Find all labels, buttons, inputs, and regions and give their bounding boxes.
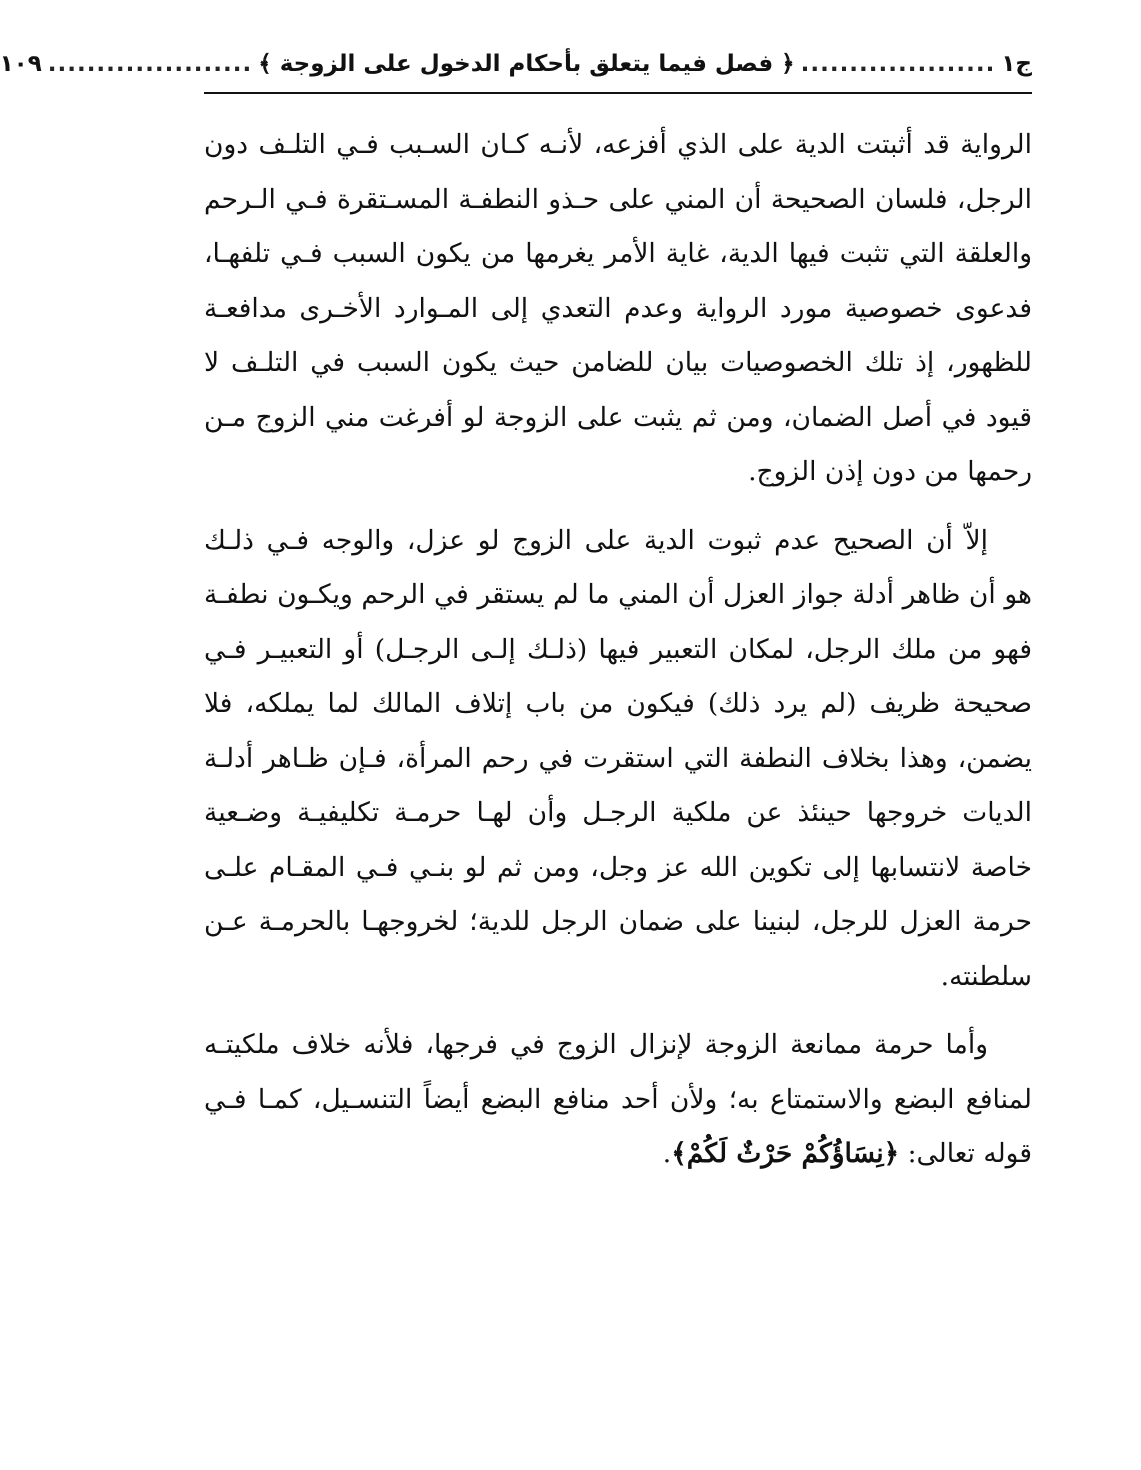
text-line: والعلقة التي تثبت فيها الدية، غاية الأمر يغرمها من يكون السبب فـي تلفهـا،: [204, 238, 1032, 269]
quran-verse: ﴿نِسَاؤُكُمْ حَرْثٌ لَكُمْ﴾: [671, 1138, 900, 1169]
text-line: وأما حرمة ممانعة الزوجة لإنزال الزوج في فرجها، فلأنه خلاف ملكيتـه: [204, 1029, 988, 1060]
text-line: حرمة العزل للرجل، لبنينا على ضمان الرجل للدية؛ لخروجهـا بالحرمـة عـن: [204, 906, 1032, 937]
text-line: للظهور، إذ تلك الخصوصيات بيان للضامن حيث يكون السبب في التلـف لا: [204, 347, 1032, 378]
text-line: هو أن ظاهر أدلة جواز العزل أن المني ما لم يستقر في الرحم ويكـون نطفـة: [204, 579, 1032, 610]
text-line: إلاّ أن الصحيح عدم ثبوت الدية على الزوج لو عزل، والوجه فـي ذلـك: [204, 524, 988, 556]
verse-end-period: .: [662, 1138, 672, 1169]
paragraph-2: [204, 514, 1032, 1005]
chapter-title: ﴿ فصل فيما يتعلق بأحكام الدخول على الزوجة ﴾: [258, 51, 795, 77]
text-line: صحيحة ظريف (لم يرد ذلك) فيكون من باب إتلاف المالك لما يملكه، فلا: [204, 688, 1032, 719]
paragraph-1: [204, 118, 1032, 500]
text-line: سلطنته.: [940, 960, 1032, 992]
text-line: قيود في أصل الضمان، ومن ثم يثبت على الزوجة لو أفرغت مني الزوج مـن: [204, 401, 1032, 433]
leader-dots-right: ....................: [800, 51, 996, 77]
page-body: [204, 118, 1032, 1182]
paragraph-3: [204, 1018, 1032, 1182]
text-line: الرجل، فلسان الصحيحة أن المني على حـذو النطفـة المسـتقرة فـي الـرحم: [204, 183, 1032, 215]
text-line: فدعوى خصوصية مورد الرواية وعدم التعدي إلى المـوارد الأخـرى مدافعـة: [204, 292, 1032, 324]
header-rule: [204, 92, 1032, 94]
running-header: [0, 38, 1032, 90]
text-line: فهو من ملك الرجل، لمكان التعبير فيها (ذلـك إلـى الرجـل) أو التعبيـر فـي: [204, 633, 1032, 665]
text-line: الديات خروجها حينئذ عن ملكية الرجـل وأن لهـا حرمـة تكليفيـة وضـعية: [204, 797, 1032, 828]
page-number: ١٠٩: [0, 51, 42, 77]
text-line: يضمن، وهذا بخلاف النطفة التي استقرت في رحم المرأة، فـإن ظـاهر أدلـة: [204, 742, 1032, 774]
text-line: خاصة لانتسابها إلى تكوين الله عز وجل، ومن ثم لو بنـي فـي المقـام علـى: [204, 851, 1032, 883]
verse-intro: قوله تعالى:: [899, 1138, 1032, 1169]
leader-dots-left: .....................: [47, 51, 253, 77]
text-line-with-verse: [204, 1127, 1032, 1182]
text-line: الرواية قد أثبتت الدية على الذي أفزعه، لأنـه كـان السـبب فـي التلـف دون: [204, 129, 1032, 160]
text-line: رحمها من دون إذن الزوج.: [748, 456, 1032, 487]
volume-label: ج١: [1001, 51, 1032, 77]
text-line: لمنافع البضع والاستمتاع به؛ ولأن أحد منافع البضع أيضاً التنسـيل، كمـا فـي: [204, 1083, 1032, 1115]
